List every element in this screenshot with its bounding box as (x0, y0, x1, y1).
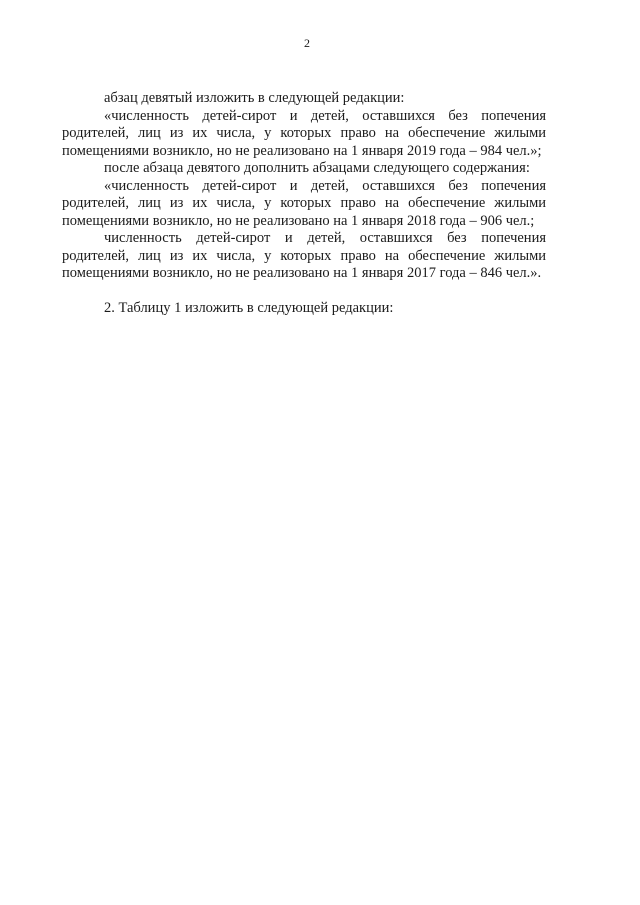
paragraph-gap (62, 283, 546, 300)
paragraph-quote-2018: «численность детей-сирот и детей, оставшихся без попечения родителей, лиц из их числа, у которых право на обеспечение жилыми помещениями возникло, но не реализовано на 1 января 2018 года – 906 чел.; (62, 177, 546, 229)
paragraph-quote-2017: численность детей-сирот и детей, оставшихся без попечения родителей, лиц из их числа, у которых право на обеспечение жилыми помещениями возникло, но не реализовано на 1 января 2017 года – 846 чел.». (62, 230, 546, 281)
paragraph-quote-2019: «численность детей-сирот и детей, оставшихся без попечения родителей, лиц из их числа, у которых право на обеспечение жилыми помещениями возникло, но не реализовано на 1 января 2019 года – 984 чел.»; (62, 107, 546, 159)
document-body (62, 90, 546, 317)
paragraph-instruction-ninth: абзац девятый изложить в следующей редакции: (104, 90, 405, 106)
paragraph-table-instruction: 2. Таблицу 1 изложить в следующей редакции: (104, 299, 394, 316)
paragraph-instruction-add: после абзаца девятого дополнить абзацами следующего содержания: (104, 160, 530, 176)
page-number: 2 (304, 36, 310, 50)
